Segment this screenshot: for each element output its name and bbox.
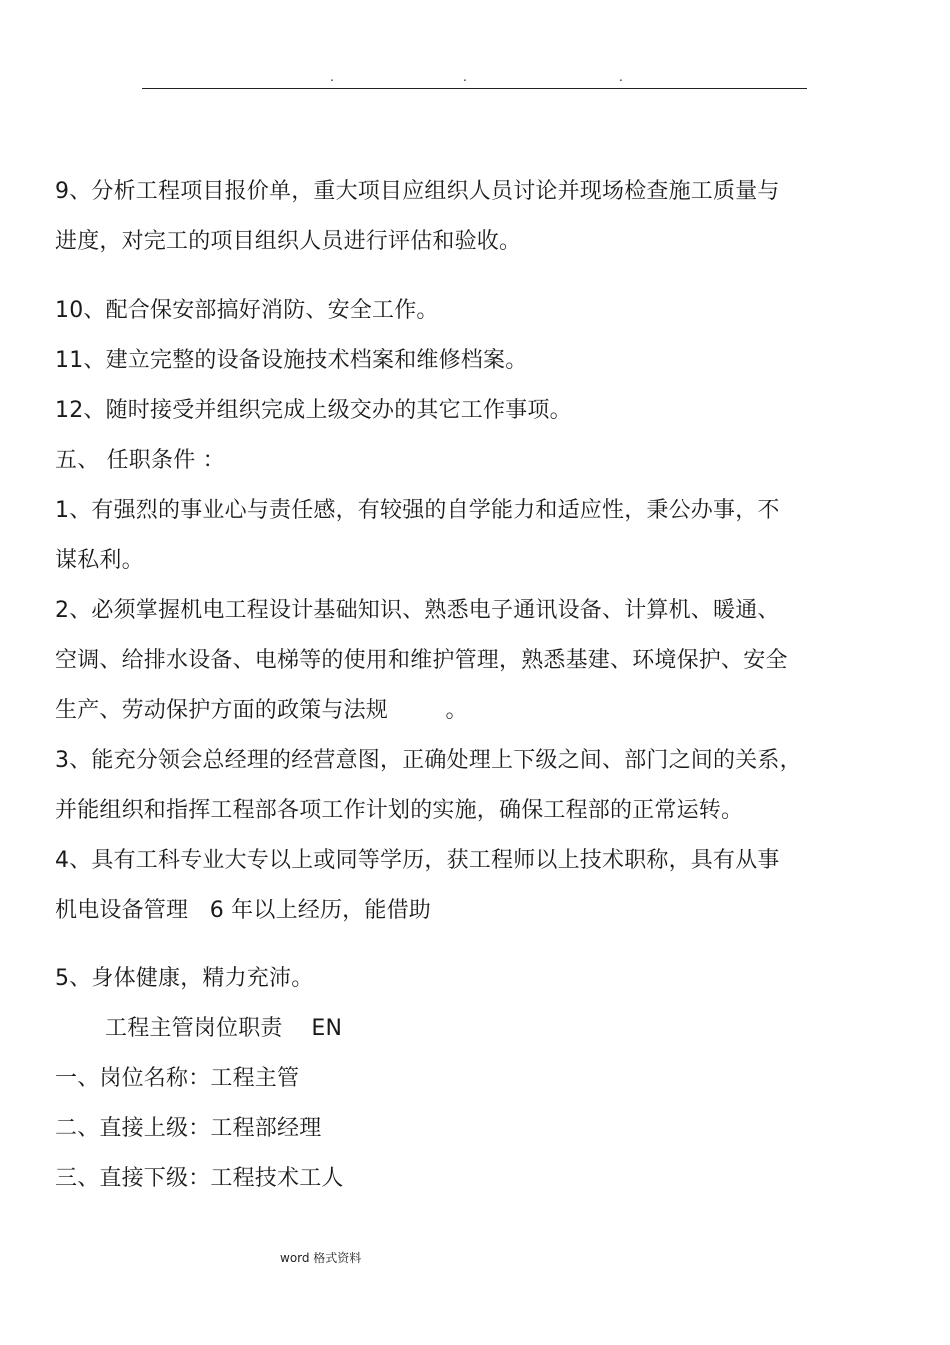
text-line: 机电设备管理 6 年以上经历，能借助 — [55, 898, 431, 923]
text-line: 谋私利。 — [55, 548, 144, 573]
text-line: 2、必须掌握机电工程设计基础知识、熟悉电子通讯设备、计算机、暖通、 — [55, 598, 780, 623]
section-heading: 五、 任职条件 ： — [55, 448, 225, 473]
header-dot: . — [463, 70, 467, 84]
text-line: 9、分析工程项目报价单，重大项目应组织人员讨论并现场检查施工质量与 — [55, 179, 780, 204]
text-line: 二、直接上级：工程部经理 — [55, 1116, 322, 1141]
text-line: 1、有强烈的事业心与责任感，有较强的自学能力和适应性，秉公办事，不 — [55, 498, 780, 523]
text-line: 5、身体健康，精力充沛。 — [55, 966, 314, 991]
text-line: 进度，对完工的项目组织人员进行评估和验收。 — [55, 229, 522, 254]
text-line: 三、直接下级：工程技术工人 — [55, 1166, 344, 1191]
page-footer: word 格式资料 — [280, 1251, 362, 1265]
text-line: 空调、给排水设备、电梯等的使用和维护管理，熟悉基建、环境保护、安全 — [55, 648, 788, 673]
text-line: 12、随时接受并组织完成上级交办的其它工作事项。 — [55, 398, 572, 423]
text-line: 11、建立完整的设备设施技术档案和维修档案。 — [55, 348, 528, 373]
text-line: 并能组织和指挥工程部各项工作计划的实施，确保工程部的正常运转。 — [55, 798, 744, 823]
header-rule — [142, 88, 807, 89]
text-line: 10、配合保安部搞好消防、安全工作。 — [55, 298, 439, 323]
text-line: 生产、劳动保护方面的政策与法规 。 — [55, 698, 468, 723]
header-dot: . — [330, 70, 334, 84]
text-line: 4、具有工科专业大专以上或同等学历，获工程师以上技术职称，具有从事 — [55, 848, 780, 873]
document-title: 工程主管岗位职责 EN — [105, 1016, 343, 1041]
text-line: 3、能充分领会总经理的经营意图，正确处理上下级之间、部门之间的关系， — [55, 748, 802, 773]
header-dot: . — [619, 70, 623, 84]
text-line: 一、岗位名称：工程主管 — [55, 1066, 300, 1091]
